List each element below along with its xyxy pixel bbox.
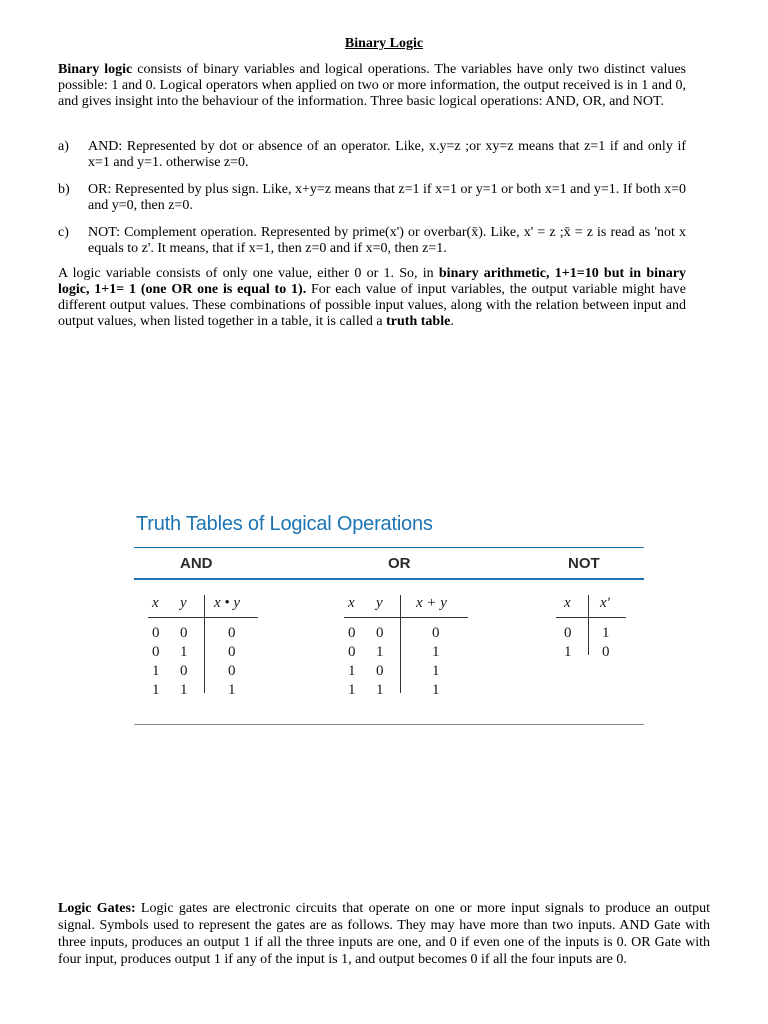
or-truth-table xyxy=(344,595,468,705)
cell: 1 xyxy=(376,682,384,698)
operation-text: NOT: Complement operation. Represented by prime(x') or overbar(x̄). Like, x' = z ;x̄ = z is read as 'not x equals to z'. It means, that if x=1, then z=0 and if x=0, then z=1. xyxy=(88,225,686,256)
intro-paragraph xyxy=(58,62,686,110)
cell: 0 xyxy=(228,663,236,679)
intro-text: consists of binary variables and logical operations. The variables have only two distinct values possible: 1 and 0. Logical operators when applied on two or more information, the output received is in 1 and 0, and gives insight into the behaviour of the information. Three basic logical operations: AND, OR, and NOT. xyxy=(58,62,686,109)
cell: 0 xyxy=(376,625,384,641)
cell: 0 xyxy=(348,625,356,641)
cell: 1 xyxy=(152,663,160,679)
logic-gates-paragraph xyxy=(58,900,710,968)
column-divider xyxy=(204,595,205,693)
cell: 0 xyxy=(180,663,188,679)
cell: 0 xyxy=(376,663,384,679)
variable-bold-2: truth table xyxy=(386,314,451,329)
and-truth-table xyxy=(148,595,258,705)
operation-or xyxy=(58,182,686,216)
logic-gates-lead: Logic Gates: xyxy=(58,901,136,916)
list-marker: c) xyxy=(58,225,69,240)
cell: 1 xyxy=(152,682,160,698)
header-output: x + y xyxy=(416,595,447,611)
operation-text: OR: Represented by plus sign. Like, x+y=z means that z=1 if x=1 or y=1 or both x=1 and y=1. If both x=0 and y=0, then z=0. xyxy=(88,182,686,213)
cell: 0 xyxy=(228,625,236,641)
header-y: y xyxy=(180,595,187,611)
or-heading: OR xyxy=(388,555,411,572)
header-output: x • y xyxy=(214,595,241,611)
list-marker: a) xyxy=(58,139,69,154)
cell: 0 xyxy=(348,644,356,660)
cell: 0 xyxy=(602,644,610,660)
variable-bold-1: binary arithmetic, 1+1=10 but in binary logic, 1+1= 1 (one OR one is equal to 1). xyxy=(58,266,686,297)
operation-and xyxy=(58,139,686,173)
heading-rule xyxy=(134,578,644,580)
figure-rule xyxy=(134,547,644,548)
truth-tables-figure xyxy=(118,505,650,728)
operation-text: AND: Represented by dot or absence of an operator. Like, x.y=z ;or xy=z means that z=1 if and only if x=1 and y=1. otherwise z=0. xyxy=(88,139,686,170)
cell: 0 xyxy=(152,644,160,660)
variable-text-1: A logic variable consists of only one value, either 0 or 1. So, in xyxy=(58,266,439,281)
cell: 1 xyxy=(180,644,188,660)
cell: 1 xyxy=(348,663,356,679)
cell: 0 xyxy=(180,625,188,641)
variable-text-2: For each value of input variables, the output variable might have different output values. These combinations of possible input values, along with the relation between input and output values, when listed together in a table, it is called a xyxy=(58,282,686,329)
header-rule xyxy=(556,617,626,618)
cell: 1 xyxy=(348,682,356,698)
logic-gates-text: Logic gates are electronic circuits that operate on one or more input signals to produce an output signal. Symbols used to represent the gates are as follows. They may have more than two inputs. AND Gate with three inputs, produces an output 1 if all the three inputs are one, and 0 if even one of the inputs is 0. OR Gate with four input, produces output 1 if any of the input is 1, and output becomes 0 if all the four inputs are 0. xyxy=(58,901,711,967)
and-heading: AND xyxy=(180,555,213,572)
column-divider xyxy=(588,595,589,655)
header-rule xyxy=(344,617,468,618)
figure-bottom-rule xyxy=(134,724,644,725)
cell: 1 xyxy=(432,682,440,698)
cell: 1 xyxy=(228,682,236,698)
header-x: x xyxy=(564,595,571,611)
cell: 0 xyxy=(152,625,160,641)
figure-title: Truth Tables of Logical Operations xyxy=(136,513,433,535)
cell: 1 xyxy=(432,663,440,679)
cell: 1 xyxy=(564,644,572,660)
cell: 1 xyxy=(602,625,610,641)
page-title: Binary Logic xyxy=(344,36,424,51)
logic-variable-paragraph xyxy=(58,266,686,330)
cell: 0 xyxy=(564,625,572,641)
header-x: x xyxy=(348,595,355,611)
not-truth-table xyxy=(556,595,626,665)
header-rule xyxy=(148,617,258,618)
intro-lead: Binary logic xyxy=(58,62,133,77)
cell: 0 xyxy=(432,625,440,641)
cell: 1 xyxy=(432,644,440,660)
cell: 1 xyxy=(180,682,188,698)
header-x: x xyxy=(152,595,159,611)
header-y: y xyxy=(376,595,383,611)
list-marker: b) xyxy=(58,182,70,197)
column-divider xyxy=(400,595,401,693)
header-output: x' xyxy=(600,595,610,611)
operation-not xyxy=(58,225,686,259)
not-heading: NOT xyxy=(568,555,600,572)
cell: 1 xyxy=(376,644,384,660)
variable-text-3: . xyxy=(450,314,454,329)
cell: 0 xyxy=(228,644,236,660)
